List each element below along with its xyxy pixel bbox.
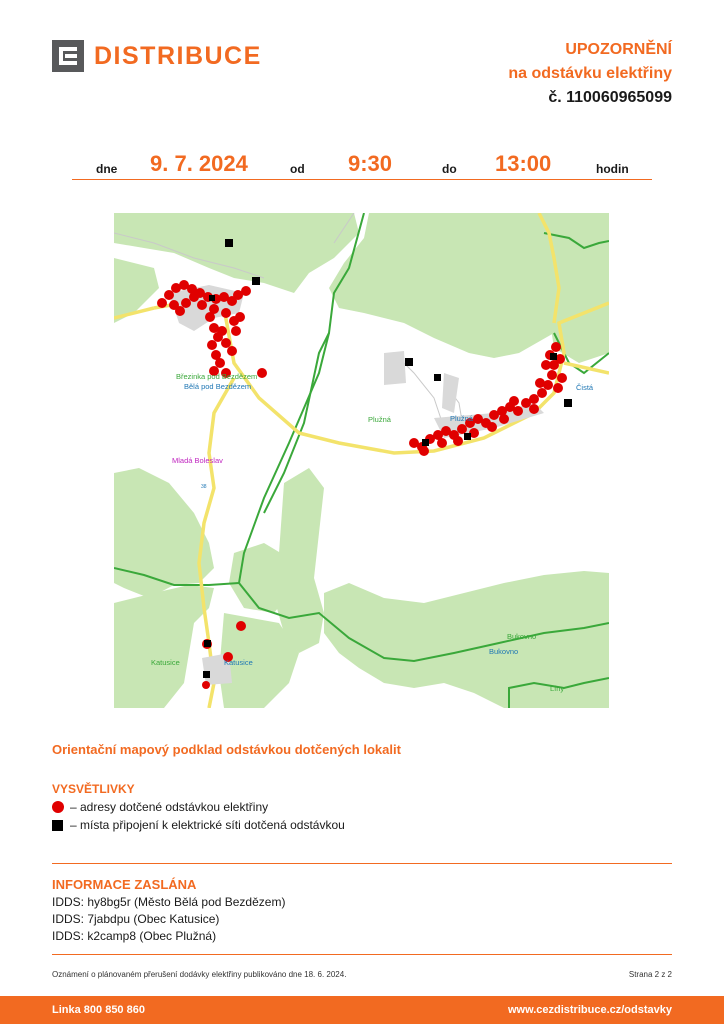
map-svg [114,213,609,708]
map-caption: Orientační mapový podklad odstávkou dotčených lokalit [52,742,401,757]
legend-title: VYSVĚTLIVKY [52,782,135,796]
logo-text: DISTRIBUCE [94,41,262,70]
website-link[interactable]: www.cezdistribuce.cz/odstavky [507,1004,672,1016]
info-title: INFORMACE ZASLÁNA [52,877,197,892]
outage-map [114,213,609,708]
hotline: Linka 800 850 860 [52,1004,145,1016]
label-pluzna-village: Plužná [450,414,473,423]
cez-logo [52,40,262,72]
label-liny: Líny [550,684,565,693]
notice-subtitle: na odstávku elektřiny [508,65,672,82]
red-dot-icon [52,801,64,813]
hours-label: hodin [596,162,629,176]
label-bukovno-village: Bukovno [489,647,519,656]
road-number-label: 38 [201,484,207,490]
notice-header [508,38,672,110]
label-mlada-boleslav: Mladá Boleslav [172,456,223,465]
label-cista: Čistá [576,383,594,392]
label-brezinka: Březinka pod Bezdězem [176,372,258,381]
legend-connection-text: – místa připojení k elektrické síti dotčená odstávkou [70,818,345,832]
publication-note: Oznámení o plánovaném přerušení dodávky elektřiny publikováno dne 18. 6. 2024. [52,970,347,979]
divider-top [52,863,672,864]
label-katusice-municipality: Katusice [151,658,180,667]
to-time: 13:00 [495,151,552,176]
legend-address-row [52,800,268,814]
from-label: od [290,162,305,176]
legend-address-text: – adresy dotčené odstávkou elektřiny [70,800,269,814]
from-time: 9:30 [348,151,393,176]
label-bela: Bělá pod Bezdězem [184,382,252,391]
day-label: dne [96,162,118,176]
black-square-icon [52,820,63,831]
outage-date: 9. 7. 2024 [150,151,248,176]
notice-number: č. 110060965099 [548,89,672,106]
info-line: IDDS: hy8bg5r (Město Bělá pod Bezdězem) [52,895,286,909]
label-pluzna-municipality: Plužná [368,415,391,424]
legend-connection-row [52,818,345,832]
footer-bar [0,996,724,1024]
schedule-row [72,150,652,180]
label-katusice-village: Katusice [224,658,253,667]
page-number: Strana 2 z 2 [628,970,672,979]
divider-bottom [52,954,672,955]
cez-logo-icon [52,40,84,72]
info-line: IDDS: 7jabdpu (Obec Katusice) [52,912,220,926]
info-line: IDDS: k2camp8 (Obec Plužná) [52,929,217,943]
notice-title: UPOZORNĚNÍ [565,41,672,58]
to-label: do [442,162,457,176]
label-bukovno-municipality: Bukovno [507,632,537,641]
